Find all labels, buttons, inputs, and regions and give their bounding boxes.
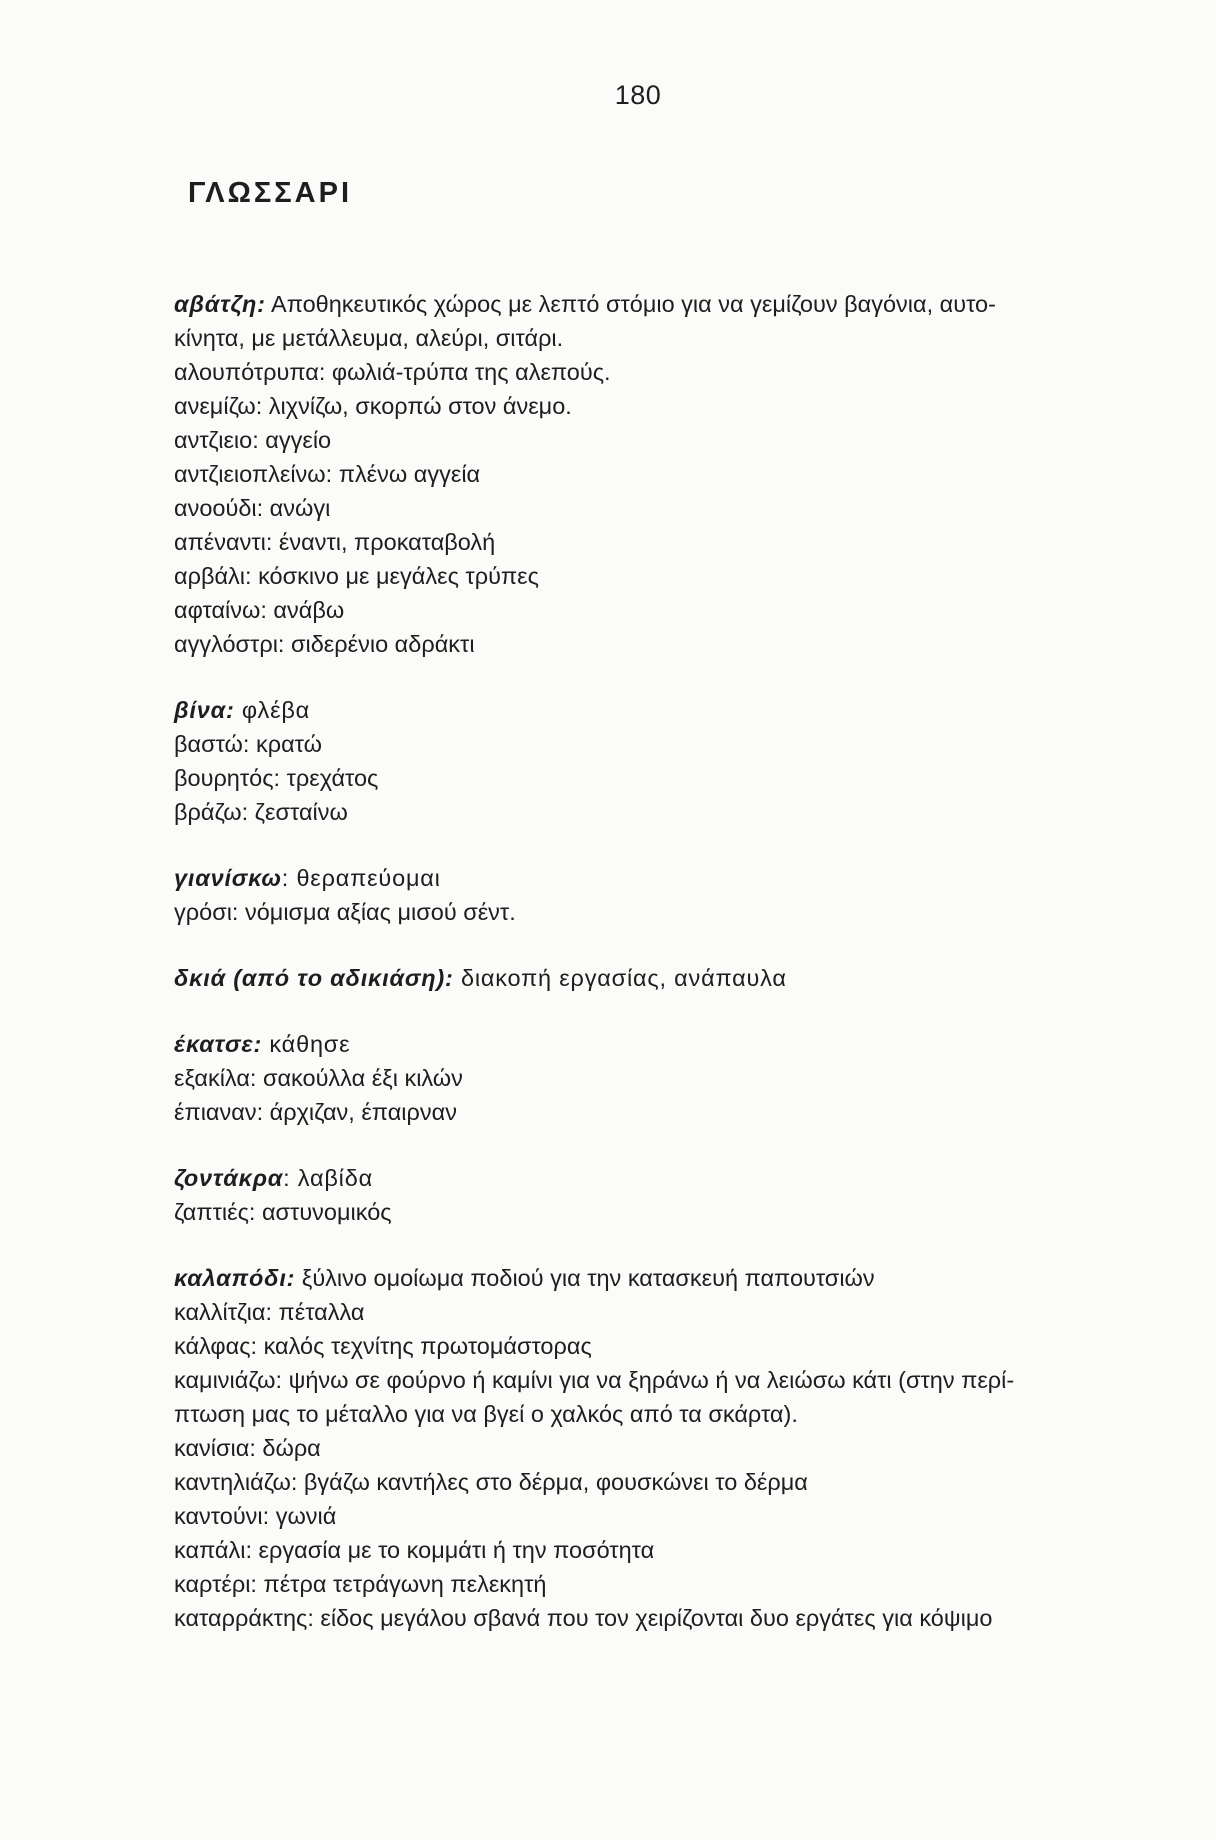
glossary-entry-continuation: πτωση μας το μέταλλο για να βγεί ο χαλκός από τα σκάρτα). — [174, 1401, 798, 1427]
glossary-definition: φλέβα — [234, 697, 311, 723]
glossary-term: γιανίσκω — [174, 865, 282, 891]
glossary-definition: : λαβίδα — [283, 1165, 373, 1191]
glossary-term: καλαπόδι: — [174, 1265, 296, 1291]
glossary-entry: καταρράκτης: είδος μεγάλου σβανά που τον χειρίζονται δυο εργάτες για κόψιμο — [174, 1605, 993, 1631]
glossary-entry: κάλφας: καλός τεχνίτης πρωτομάστορας — [174, 1333, 592, 1359]
glossary-list — [174, 287, 1114, 1667]
glossary-entry: γρόσι: νόμισμα αξίας μισού σέντ. — [174, 899, 516, 925]
glossary-entry: καμινιάζω: ψήνω σε φούρνο ή καμίνι για να ξηράνω ή να λειώσω κάτι (στην περί- — [174, 1367, 1015, 1393]
page-title: ΓΛΩΣΣΑΡΙ — [188, 177, 353, 209]
glossary-entry — [174, 1027, 1114, 1061]
glossary-entry: αφταίνω: ανάβω — [174, 597, 345, 623]
glossary-term: αβάτζη: — [174, 291, 266, 317]
glossary-entry: ανεμίζω: λιχνίζω, σκορπώ στον άνεμο. — [174, 393, 572, 419]
glossary-entry: βαστώ: κρατώ — [174, 731, 322, 757]
glossary-entry-continuation: κίνητα, με μετάλλευμα, αλεύρι, σιτάρι. — [174, 325, 564, 351]
glossary-definition: κάθησε — [262, 1031, 351, 1057]
glossary-entry: καρτέρι: πέτρα τετράγωνη πελεκητή — [174, 1571, 547, 1597]
page-number: 180 — [614, 80, 662, 110]
glossary-entry: έπιαναν: άρχιζαν, έπαιρναν — [174, 1099, 457, 1125]
glossary-group-epsilon — [174, 1027, 1114, 1129]
glossary-entry — [174, 693, 1114, 727]
glossary-entry — [174, 287, 1114, 321]
glossary-group-delta — [174, 961, 1114, 995]
glossary-entry: αντζιειοπλείνω: πλένω αγγεία — [174, 461, 481, 487]
glossary-definition: ξύλινο ομοίωμα ποδιού για την κατασκευή παπουτσιών — [295, 1265, 875, 1291]
glossary-definition: Αποθηκευτικός χώρος με λεπτό στόμιο για να γεμίζουν βαγόνια, αυτο- — [265, 291, 996, 317]
glossary-entry: αγγλόστρι: σιδερένιο αδράκτι — [174, 631, 475, 657]
glossary-entry — [174, 1161, 1114, 1195]
glossary-entry: καντούνι: γωνιά — [174, 1503, 337, 1529]
glossary-group-kappa — [174, 1261, 1114, 1635]
glossary-definition: διακοπή εργασίας, ανάπαυλα — [453, 965, 787, 991]
glossary-term: δκιά (από το αδικιάση): — [174, 965, 454, 991]
glossary-entry: αντζιειο: αγγείο — [174, 427, 332, 453]
glossary-group-beta — [174, 693, 1114, 829]
glossary-entry: βουρητός: τρεχάτος — [174, 765, 379, 791]
glossary-entry — [174, 861, 1114, 895]
glossary-entry — [174, 961, 1114, 995]
glossary-term: έκατσε: — [174, 1031, 263, 1057]
glossary-group-gamma — [174, 861, 1114, 929]
glossary-definition: : θεραπεύομαι — [281, 865, 441, 891]
glossary-group-alpha — [174, 287, 1114, 661]
glossary-entry: ζαπτιές: αστυνομικός — [174, 1199, 392, 1225]
glossary-entry: βράζω: ζεσταίνω — [174, 799, 348, 825]
glossary-entry: κανίσια: δώρα — [174, 1435, 321, 1461]
glossary-entry: ανοούδι: ανώγι — [174, 495, 331, 521]
glossary-entry — [174, 1261, 1114, 1295]
glossary-entry: εξακίλα: σακούλλα έξι κιλών — [174, 1065, 463, 1091]
glossary-term: βίνα: — [174, 697, 235, 723]
glossary-entry: αρβάλι: κόσκινο με μεγάλες τρύπες — [174, 563, 539, 589]
glossary-entry: καλλίτζια: πέταλλα — [174, 1299, 365, 1325]
glossary-entry: καπάλι: εργασία με το κομμάτι ή την ποσότητα — [174, 1537, 655, 1563]
glossary-entry: καντηλιάζω: βγάζω καντήλες στο δέρμα, φουσκώνει το δέρμα — [174, 1469, 808, 1495]
glossary-group-zeta — [174, 1161, 1114, 1229]
glossary-term: ζοντάκρα — [174, 1165, 284, 1191]
glossary-entry: απέναντι: έναντι, προκαταβολή — [174, 529, 496, 555]
glossary-entry: αλουπότρυπα: φωλιά-τρύπα της αλεπούς. — [174, 359, 611, 385]
